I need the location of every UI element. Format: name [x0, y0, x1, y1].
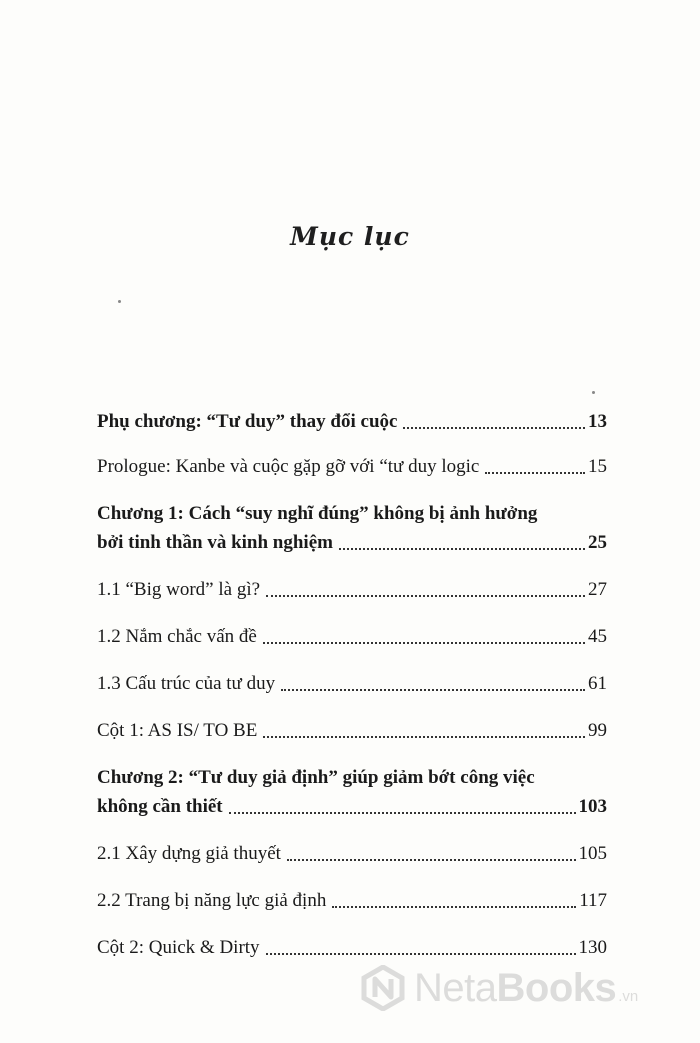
toc-entry-title: Cột 1: AS IS/ TO BE — [97, 720, 258, 741]
dot-leader — [332, 906, 576, 908]
toc-entry-title: 1.2 Nắm chắc vấn đề — [97, 626, 257, 647]
toc-page-number: 130 — [578, 937, 607, 958]
toc-entry-title: 1.3 Cấu trúc của tư duy — [97, 673, 276, 694]
toc-entry-title: 1.1 “Big word” là gì? — [97, 579, 261, 600]
toc-entry[interactable] — [97, 716, 607, 745]
toc-page-number: 25 — [588, 532, 607, 553]
toc-entry[interactable] — [97, 933, 607, 962]
toc-entry-title-cont: không cần thiết — [97, 796, 223, 817]
toc-page-number: 27 — [588, 579, 607, 600]
toc-entry-title: Prologue: Kanbe và cuộc gặp gỡ với “tư duy logic — [97, 456, 480, 477]
toc-entry-title: Chương 2: “Tư duy giả định” giúp giảm bớt công việc — [97, 767, 535, 788]
toc-entry[interactable] — [97, 499, 607, 557]
toc-entry[interactable] — [97, 839, 607, 868]
toc-entry[interactable] — [97, 575, 607, 604]
toc-entry[interactable] — [97, 452, 607, 481]
dot-leader — [403, 427, 585, 429]
toc-entry-title: 2.2 Trang bị năng lực giả định — [97, 890, 327, 911]
dot-leader — [287, 859, 576, 861]
toc-page-number: 61 — [588, 673, 607, 694]
ink-speck — [592, 391, 595, 394]
dot-leader — [229, 812, 576, 814]
toc-entry-title: Phụ chương: “Tư duy” thay đổi cuộc — [97, 411, 398, 432]
ink-speck — [118, 300, 121, 303]
toc-entry[interactable] — [97, 407, 607, 436]
toc-page-number: 45 — [588, 626, 607, 647]
dot-leader — [281, 689, 585, 691]
toc-entry[interactable] — [97, 763, 607, 821]
toc-page-number: 15 — [588, 456, 607, 477]
toc-entry[interactable] — [97, 886, 607, 915]
page-title: Mục lục — [290, 222, 410, 251]
watermark-suffix: .vn — [618, 988, 639, 1005]
dot-leader — [266, 953, 576, 955]
toc-entry[interactable] — [97, 669, 607, 698]
watermark-brand: NetaBooks — [414, 965, 617, 1010]
toc-page-number: 117 — [579, 890, 607, 911]
dot-leader — [339, 548, 585, 550]
toc-entry-title: 2.1 Xây dựng giả thuyết — [97, 843, 281, 864]
dot-leader — [263, 642, 585, 644]
toc-entry-title-cont: bởi tinh thần và kinh nghiệm — [97, 532, 333, 553]
dot-leader — [263, 736, 585, 738]
table-of-contents — [97, 407, 607, 962]
toc-entry[interactable] — [97, 622, 607, 651]
toc-page-number: 105 — [578, 843, 607, 864]
toc-entry-title: Chương 1: Cách “suy nghĩ đúng” không bị ảnh hưởng — [97, 503, 538, 524]
dot-leader — [266, 595, 585, 597]
toc-page-number: 99 — [588, 720, 607, 741]
dot-leader — [485, 472, 585, 474]
toc-page-number: 13 — [588, 411, 607, 432]
netabooks-watermark — [360, 965, 638, 1011]
netabooks-logo-icon — [360, 965, 406, 1011]
toc-page-number: 103 — [578, 796, 607, 817]
toc-entry-title: Cột 2: Quick & Dirty — [97, 937, 260, 958]
